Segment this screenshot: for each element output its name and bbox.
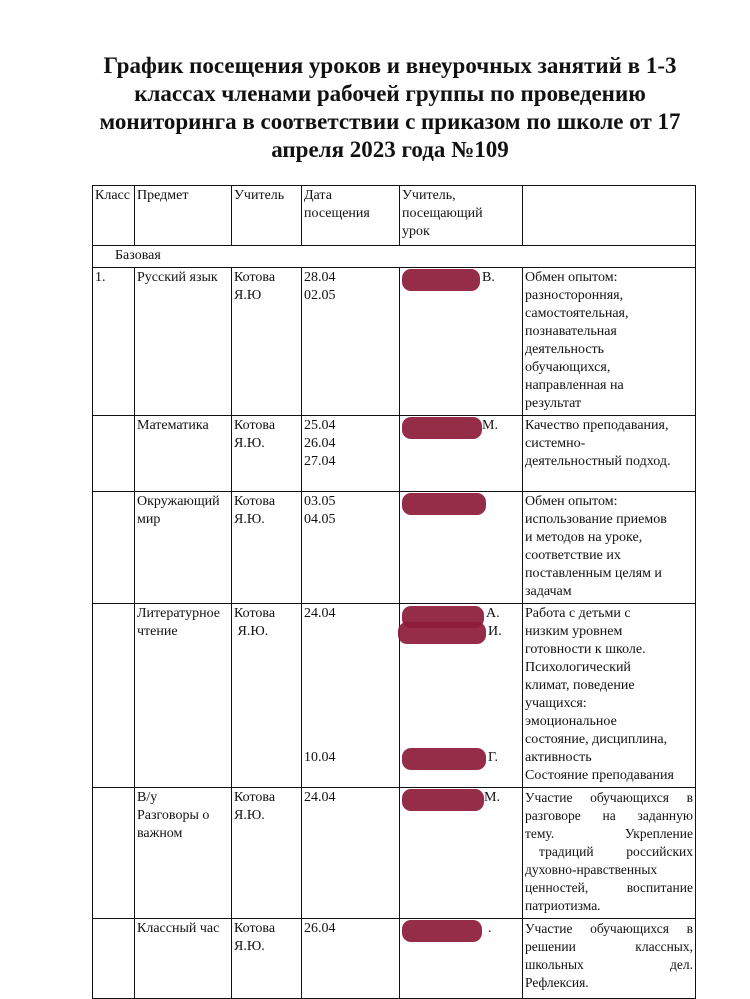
- table-row: [93, 492, 696, 604]
- topic-line: состояние, дисциплина,: [525, 732, 668, 747]
- redaction-mark: [402, 269, 480, 291]
- redaction-mark: [402, 493, 486, 515]
- teacher-line: Котова: [234, 606, 276, 621]
- row-dates: [302, 919, 400, 999]
- topic-line: низким уровнем: [525, 624, 623, 639]
- date-line: 10.04: [304, 750, 336, 765]
- date-line: 27.04: [304, 454, 336, 469]
- row-topic: [523, 788, 696, 919]
- topic-line: направленная на: [525, 378, 624, 393]
- topic-line: духовно-нравственных: [525, 862, 658, 877]
- date-line: 02.05: [304, 288, 336, 303]
- teacher-line: Котова: [234, 270, 276, 285]
- date-line: 24.04: [304, 790, 336, 805]
- row-dates: [302, 788, 400, 919]
- table-header-row: [93, 186, 696, 246]
- row-class: [93, 788, 135, 919]
- teacher-line: Я.Ю.: [234, 436, 265, 451]
- header-teacher: Учитель: [232, 186, 302, 246]
- topic-line: учащихся:: [525, 696, 587, 711]
- title-line: График посещения уроков и внеурочных занятий в 1-3: [103, 53, 677, 78]
- row-topic: [523, 416, 696, 492]
- topic-line: Участие обучающихся в: [525, 921, 693, 936]
- topic-line: патриотизма.: [525, 898, 601, 913]
- topic-line: решении классных,: [525, 939, 693, 954]
- section-row: [93, 246, 696, 268]
- topic-line: Обмен опытом:: [525, 494, 618, 509]
- topic-line: ценностей, воспитание: [525, 880, 693, 895]
- teacher-line: Я.Ю.: [234, 624, 269, 639]
- title-line: апреля 2023 года №109: [271, 137, 509, 162]
- date-line: 26.04: [304, 921, 336, 936]
- redaction-mark: [398, 622, 486, 644]
- topic-line: эмоциональное: [525, 714, 617, 729]
- subject-line: мир: [137, 512, 161, 527]
- topic-line: системно-: [525, 436, 586, 451]
- table-row: [93, 604, 696, 788]
- topic-line: Состояние преподавания: [525, 768, 674, 783]
- teacher-line: Я.Ю.: [234, 808, 265, 823]
- subject-line: Литературное: [137, 606, 220, 621]
- section-label: Базовая: [115, 248, 161, 263]
- teacher-line: Я.Ю: [234, 288, 262, 303]
- header-date-line: Дата: [304, 188, 332, 203]
- date-line: 26.04: [304, 436, 336, 451]
- row-subject: [135, 492, 232, 604]
- header-visitor: [400, 186, 523, 246]
- subject-line: Окружающий: [137, 494, 220, 509]
- topic-line: традиций российских: [539, 844, 693, 859]
- row-class: [93, 492, 135, 604]
- row-topic: [523, 604, 696, 788]
- title-line: мониторинга в соответствии с приказом по школе от 17: [99, 109, 681, 134]
- redaction-mark: [402, 417, 482, 439]
- row-visitor: [400, 416, 523, 492]
- table-row: [93, 919, 696, 999]
- row-class: [93, 604, 135, 788]
- row-dates: [302, 492, 400, 604]
- subject-line: Математика: [137, 418, 209, 433]
- row-class: 1.: [93, 268, 135, 416]
- topic-line: результат: [525, 396, 582, 411]
- subject-line: важном: [137, 826, 183, 841]
- topic-line: использование приемов: [525, 512, 667, 527]
- row-dates: [302, 604, 400, 788]
- row-class: [93, 919, 135, 999]
- date-line: 24.04: [304, 606, 336, 621]
- table-row: [93, 788, 696, 919]
- row-subject: [135, 268, 232, 416]
- header-class: Класс: [93, 186, 135, 246]
- row-teacher: [232, 492, 302, 604]
- row-visitor: [400, 492, 523, 604]
- topic-line: разговоре на заданную: [525, 808, 693, 823]
- row-topic: [523, 919, 696, 999]
- subject-line: В/у: [137, 790, 158, 805]
- topic-line: деятельностный подход.: [525, 454, 671, 469]
- subject-line: Классный час: [137, 921, 220, 936]
- topic-line: Рефлексия.: [525, 975, 589, 990]
- row-visitor: [400, 919, 523, 999]
- row-visitor: [400, 604, 523, 788]
- redaction-mark: [402, 920, 482, 942]
- topic-line: задачам: [525, 584, 572, 599]
- section-label-cell: [93, 246, 696, 268]
- row-teacher: [232, 416, 302, 492]
- header-date-line: посещения: [304, 206, 370, 221]
- header-visitor-line: посещающий: [402, 206, 483, 221]
- visitor-initial: .: [488, 921, 492, 936]
- subject-line: Русский язык: [137, 270, 218, 285]
- row-teacher: [232, 788, 302, 919]
- teacher-line: Котова: [234, 790, 276, 805]
- row-dates: [302, 416, 400, 492]
- row-teacher: [232, 604, 302, 788]
- topic-line: тему. Укрепление: [525, 826, 693, 841]
- row-subject: [135, 788, 232, 919]
- date-line: 03.05: [304, 494, 336, 509]
- row-subject: [135, 416, 232, 492]
- redaction-mark: [402, 789, 484, 811]
- redaction-mark: [402, 748, 486, 770]
- topic-line: готовности к школе.: [525, 642, 646, 657]
- teacher-line: Я.Ю.: [234, 939, 265, 954]
- title-line: классах членами рабочей группы по проведению: [134, 81, 646, 106]
- row-subject: [135, 919, 232, 999]
- row-visitor: [400, 268, 523, 416]
- teacher-line: Котова: [234, 921, 276, 936]
- topic-line: самостоятельная,: [525, 306, 629, 321]
- header-date: [302, 186, 400, 246]
- topic-line: школьных дел.: [525, 957, 693, 972]
- schedule-table: [92, 185, 696, 999]
- table-row: [93, 268, 696, 416]
- teacher-line: Котова: [234, 418, 276, 433]
- visitor-initial: Г.: [488, 750, 499, 765]
- teacher-line: Я.Ю.: [234, 512, 265, 527]
- visitor-initial: М.: [482, 418, 498, 433]
- row-teacher: [232, 268, 302, 416]
- date-line: 25.04: [304, 418, 336, 433]
- teacher-line: Котова: [234, 494, 276, 509]
- document-title: [80, 52, 700, 164]
- visitor-initial: И.: [488, 624, 502, 639]
- date-line: 04.05: [304, 512, 336, 527]
- header-topic: [523, 186, 696, 246]
- date-line: 28.04: [304, 270, 336, 285]
- topic-line: Обмен опытом:: [525, 270, 618, 285]
- visitor-initial: М.: [484, 790, 500, 805]
- row-topic: [523, 268, 696, 416]
- topic-line: деятельность: [525, 342, 605, 357]
- header-subject: Предмет: [135, 186, 232, 246]
- row-topic: [523, 492, 696, 604]
- visitor-initial: А.: [486, 606, 500, 621]
- row-visitor: [400, 788, 523, 919]
- topic-line: обучающихся,: [525, 360, 611, 375]
- topic-line: активность: [525, 750, 592, 765]
- topic-line: соответствие их: [525, 548, 621, 563]
- topic-line: познавательная: [525, 324, 617, 339]
- topic-line: и методов на уроке,: [525, 530, 643, 545]
- topic-line: Качество преподавания,: [525, 418, 669, 433]
- topic-line: разносторонняя,: [525, 288, 624, 303]
- row-teacher: [232, 919, 302, 999]
- row-subject: [135, 604, 232, 788]
- visitor-initial: В.: [482, 270, 495, 285]
- topic-line: климат, поведение: [525, 678, 635, 693]
- row-dates: [302, 268, 400, 416]
- topic-line: Работа с детьми с: [525, 606, 631, 621]
- header-visitor-line: урок: [402, 224, 430, 239]
- topic-line: поставленным целям и: [525, 566, 662, 581]
- topic-line: Психологический: [525, 660, 631, 675]
- table-row: [93, 416, 696, 492]
- row-class: [93, 416, 135, 492]
- subject-line: чтение: [137, 624, 178, 639]
- subject-line: Разговоры о: [137, 808, 210, 823]
- topic-line: Участие обучающихся в: [525, 790, 693, 805]
- header-visitor-line: Учитель,: [402, 188, 456, 203]
